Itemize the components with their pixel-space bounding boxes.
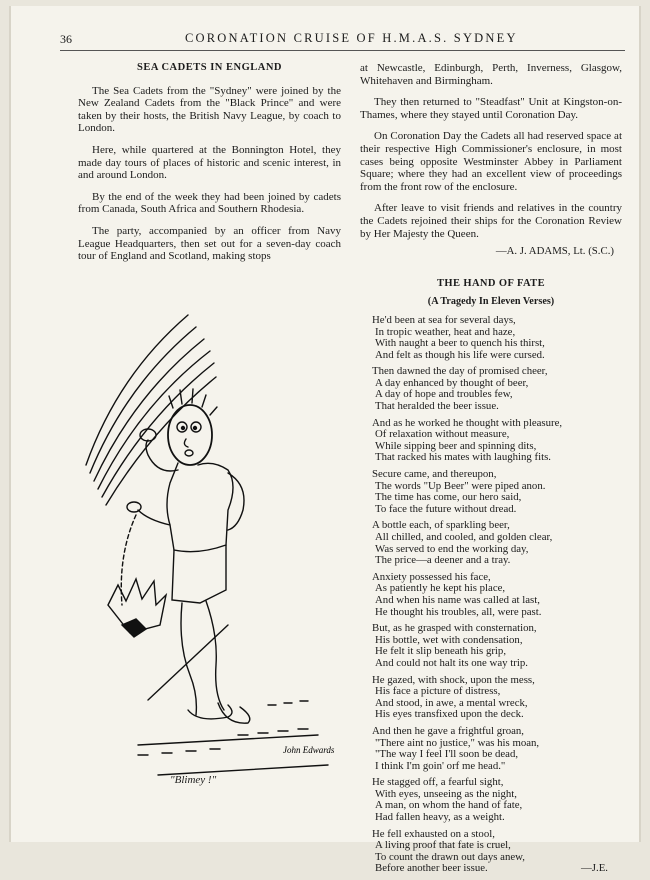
artist-signature: John Edwards <box>283 745 335 755</box>
poem-stanza <box>360 469 622 515</box>
poem-subtitle: (A Tragedy In Eleven Verses) <box>427 296 555 308</box>
poem-line: "There aint no justice," was his moan, <box>375 736 540 749</box>
poem-line: His face a picture of distress, <box>375 685 501 698</box>
poem-line: Before another beer issue. <box>375 862 488 875</box>
poem-line: I think I'm goin' orf me head." <box>375 759 506 772</box>
article-paragraph: The party, accompanied by an officer from Navy League Headquarters, then set out for a seven-day coach tour of England and Scotland, making stops <box>78 224 341 263</box>
poem-line: Anxiety possessed his face, <box>372 570 491 583</box>
article-heading: SEA CADETS IN ENGLAND <box>137 62 282 73</box>
poem-line: That heralded the beer issue. <box>375 400 499 413</box>
poem-line: With eyes, unseeing as the night, <box>375 787 517 800</box>
poem-line: The time has come, our hero said, <box>375 491 522 504</box>
poem-line: In tropic weather, heat and haze, <box>375 325 516 338</box>
poem-title: THE HAND OF FATE <box>436 277 545 289</box>
poem-line: His eyes transfixed upon the deck. <box>375 708 524 721</box>
article-paragraph: They then returned to "Steadfast" Unit at Kingston-on-Thames, where they stayed until Coronation Day. <box>360 96 622 121</box>
poem-line: To face the future without dread. <box>375 502 517 515</box>
poem-line: And then he gave a frightful groan, <box>372 724 525 737</box>
poem-line: That racked his mates with laughing fits. <box>375 451 552 464</box>
poem-line: He stagged off, a fearful sight, <box>372 776 504 789</box>
poem-line: Of relaxation without measure, <box>375 428 510 441</box>
poem-line: With naught a beer to quench his thirst, <box>375 337 545 350</box>
page-header <box>60 30 625 51</box>
running-title: CORONATION CRUISE OF H.M.A.S. SYDNEY <box>185 31 518 45</box>
poem-line: He'd been at sea for several days, <box>372 313 516 326</box>
poem-line: While sipping beer and spinning dits, <box>375 439 537 452</box>
poem-line: He felt it slip beneath his grip, <box>375 645 507 658</box>
poem-line: "The way I feel I'll soon be dead, <box>375 748 519 761</box>
poem-line: The price—a deener and a tray. <box>375 554 511 567</box>
poem-line: Then dawned the day of promised cheer, <box>372 365 548 378</box>
poem-line: He thought his troubles, all, were past. <box>375 605 542 618</box>
poem-stanza <box>360 726 622 772</box>
poem-stanza <box>360 777 622 823</box>
poem-line: And when his name was called at last, <box>375 593 540 606</box>
poem-line: A day of hope and troubles few, <box>375 388 513 401</box>
article-paragraph: The Sea Cadets from the "Sydney" were joined by the New Zealand Cadets from the "Black Prince" and were taken by their hosts, the British Navy League, by coach to London. <box>78 84 341 135</box>
right-column <box>360 62 622 880</box>
poem-line: And stood, in awe, a mental wreck, <box>375 696 528 709</box>
cartoon-illustration <box>78 305 350 785</box>
poem-stanza <box>360 623 622 669</box>
poem-line: He fell exhausted on a stool, <box>372 827 495 840</box>
poem-line: A man, on whom the hand of fate, <box>375 799 523 812</box>
article-paragraph: After leave to visit friends and relatives in the country the Cadets rejoined their ships for the Coronation Review by Her Majesty the Queen. <box>360 202 622 240</box>
poem-stanza <box>360 572 622 618</box>
poem-stanza <box>360 366 622 412</box>
article-paragraph: On Coronation Day the Cadets all had reserved space at their respective High Commissioner's enclosure, in most cases being opposite Westminster Abbey in Parliament Square; where they had an excellent view of proceedings from the front row of the enclosure. <box>360 130 622 193</box>
poem-line: To count the drawn out days anew, <box>375 850 525 863</box>
poem-line: His bottle, wet with condensation, <box>375 633 523 646</box>
article-continuation: at Newcastle, Edinburgh, Perth, Inverness, Glasgow, Whitehaven and Birmingham. <box>360 62 622 87</box>
poem-stanza <box>360 520 622 566</box>
poem-line: As patiently he kept his place, <box>375 582 506 595</box>
illustration-caption: "Blimey !" <box>170 774 217 786</box>
article-signoff: —A. J. ADAMS, Lt. (S.C.) <box>495 245 614 258</box>
poem-author: —J.E. <box>581 862 608 875</box>
poem-line: And could not halt its one way trip. <box>375 656 528 669</box>
poem-stanza <box>360 829 622 875</box>
poem-line: Had fallen heavy, as a weight. <box>375 811 505 824</box>
poem-stanza <box>360 418 622 464</box>
poem-line: A living proof that fate is cruel, <box>375 839 511 852</box>
poem-stanza <box>360 675 622 721</box>
poem-body <box>360 315 622 875</box>
poem-line: All chilled, and cooled, and golden clear, <box>375 531 553 543</box>
poem-line: Was served to end the working day, <box>375 542 529 555</box>
article-paragraph: By the end of the week they had been joined by cadets from Canada, South Africa and Southern Rhodesia. <box>78 190 341 216</box>
cartoon-drawing <box>78 305 350 785</box>
poem-line: The words "Up Beer" were piped anon. <box>375 479 546 492</box>
poem-line: A bottle each, of sparkling beer, <box>372 519 510 532</box>
page-number: 36 <box>60 32 72 46</box>
poem-line: And felt as though his life were cursed. <box>375 348 545 361</box>
poem-line: He gazed, with shock, upon the mess, <box>372 673 535 686</box>
poem-line: And as he worked he thought with pleasure, <box>372 416 563 429</box>
poem-line: But, as he grasped with consternation, <box>372 622 537 635</box>
poem-stanza <box>360 315 622 361</box>
poem-line: A day enhanced by thought of beer, <box>375 376 529 389</box>
poem-line: Secure came, and thereupon, <box>372 468 497 481</box>
article-paragraph: Here, while quartered at the Bonnington Hotel, they made day tours of places of historic and scenic interest, in and around London. <box>78 143 341 182</box>
left-column <box>78 62 341 272</box>
